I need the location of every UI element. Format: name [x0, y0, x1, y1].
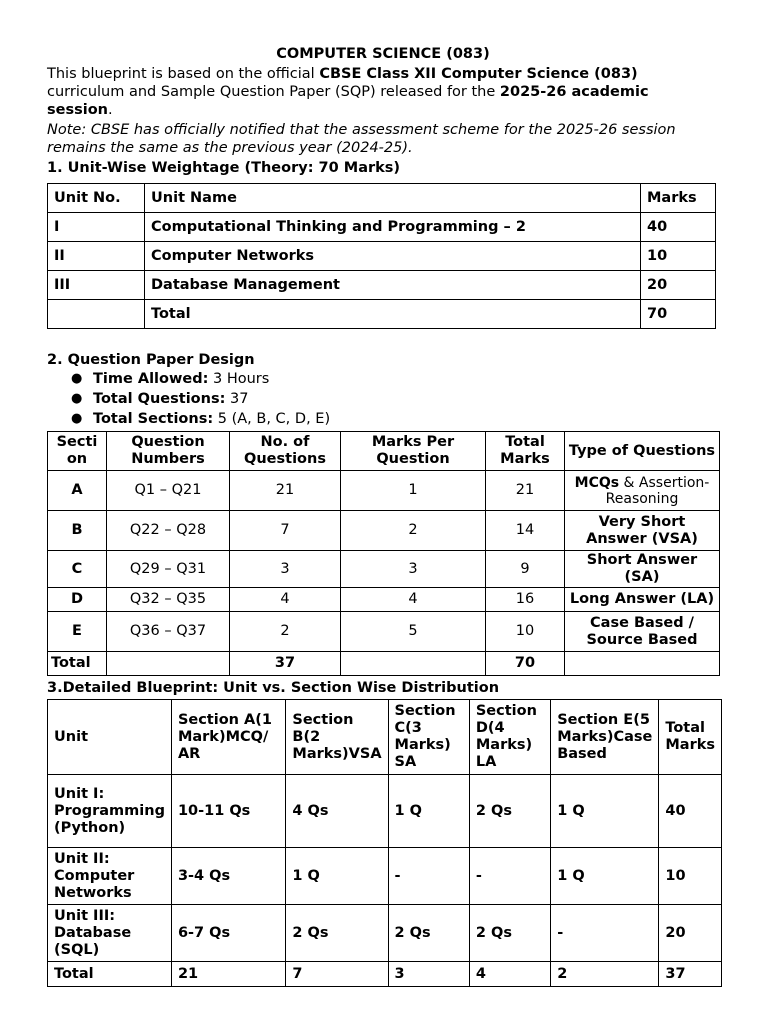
header-cell: Section D(4 Marks) LA — [469, 700, 550, 775]
question-numbers-cell: Q29 – Q31 — [107, 551, 230, 588]
table-row — [48, 848, 722, 905]
table-cell: 2 Qs — [469, 905, 550, 962]
marks-per-question-cell: 5 — [341, 612, 486, 652]
question-type-bold: Very Short Answer (VSA) — [586, 513, 698, 547]
table-cell: 1 Q — [286, 848, 388, 905]
total-marks-cell: 16 — [486, 588, 565, 612]
table-row — [48, 551, 720, 588]
intro-bold-1: CBSE Class XII Computer Science (083) — [319, 66, 638, 82]
header-cell: Question Numbers — [107, 432, 230, 471]
question-type-bold: Short Answer (SA) — [586, 552, 698, 585]
question-count-cell: 2 — [230, 612, 341, 652]
table-cell: 20 — [641, 271, 716, 300]
table-cell: 37 — [659, 962, 722, 987]
table-cell — [48, 300, 145, 329]
header-cell: Type of Questions — [565, 432, 720, 471]
question-type-cell — [565, 511, 720, 551]
table-row — [48, 271, 716, 300]
unit-cell: Unit III: Database (SQL) — [48, 905, 172, 962]
intro-text-1: This blueprint is based on the official — [47, 66, 320, 82]
table-row — [48, 775, 722, 848]
question-type-rest: & Assertion-Reasoning — [605, 474, 710, 507]
header-cell: Total Marks — [659, 700, 722, 775]
question-count-cell: 21 — [230, 471, 341, 511]
question-count-cell: 7 — [230, 511, 341, 551]
question-paper-table — [47, 431, 720, 676]
section3-heading: 3.Detailed Blueprint: Unit vs. Section Wise Distribution — [47, 680, 500, 696]
header-cell: Section C(3 Marks) SA — [388, 700, 469, 775]
intro-text-3: . — [107, 102, 113, 118]
table-row — [48, 905, 722, 962]
table-cell: Computer Networks — [145, 242, 641, 271]
bullet-label: Total Sections: — [93, 411, 214, 427]
table-row — [48, 213, 716, 242]
unit-cell: Unit I: Programming (Python) — [48, 775, 172, 848]
table-cell: 10-11 Qs — [171, 775, 285, 848]
total-count-cell: 37 — [230, 652, 341, 676]
section-cell: E — [48, 612, 107, 652]
total-marks-cell: 70 — [486, 652, 565, 676]
blueprint-table — [47, 699, 722, 987]
question-type-bold: Case Based / Source Based — [586, 614, 698, 648]
table-cell: Total — [145, 300, 641, 329]
question-type-cell — [565, 612, 720, 652]
unit-cell: Total — [48, 962, 172, 987]
header-cell: Secti on — [48, 432, 107, 471]
table-cell: 10 — [641, 242, 716, 271]
table-cell: 7 — [286, 962, 388, 987]
header-cell: Marks — [641, 184, 716, 213]
list-item — [71, 389, 719, 409]
total-marks-cell: 21 — [486, 471, 565, 511]
header-cell: Section B(2 Marks)VSA — [286, 700, 388, 775]
header-cell: Marks Per Question — [341, 432, 486, 471]
table-cell: 40 — [659, 775, 722, 848]
section-cell: B — [48, 511, 107, 551]
table-cell: 20 — [659, 905, 722, 962]
table-cell: 6-7 Qs — [171, 905, 285, 962]
question-count-cell: 4 — [230, 588, 341, 612]
section2-heading: 2. Question Paper Design — [47, 352, 255, 368]
table-total-row — [48, 652, 720, 676]
header-cell: No. of Questions — [230, 432, 341, 471]
table-cell: - — [388, 848, 469, 905]
unit-cell: Unit II: Computer Networks — [48, 848, 172, 905]
intro-bold-2: 2025-26 academic session — [47, 84, 649, 118]
question-type-bold: Long Answer (LA) — [569, 591, 715, 607]
question-numbers-cell: Q22 – Q28 — [107, 511, 230, 551]
table-header-row — [48, 700, 722, 775]
table-cell: III — [48, 271, 145, 300]
document-page — [47, 45, 719, 987]
table-total-row — [48, 962, 722, 987]
table-cell: 70 — [641, 300, 716, 329]
table-row — [48, 511, 720, 551]
table-row — [48, 471, 720, 511]
table-cell: 2 Qs — [469, 775, 550, 848]
total-marks-cell: 10 — [486, 612, 565, 652]
list-item — [71, 409, 719, 429]
table-cell: 2 Qs — [286, 905, 388, 962]
marks-per-question-cell: 1 — [341, 471, 486, 511]
table-cell: 4 Qs — [286, 775, 388, 848]
header-cell: Total Marks — [486, 432, 565, 471]
empty-cell — [341, 652, 486, 676]
section-cell: C — [48, 551, 107, 588]
header-cell: Section A(1 Mark)MCQ/ AR — [171, 700, 285, 775]
table-cell: 2 — [551, 962, 659, 987]
total-marks-cell: 14 — [486, 511, 565, 551]
table-cell: 40 — [641, 213, 716, 242]
header-cell: Unit Name — [145, 184, 641, 213]
header-cell: Unit — [48, 700, 172, 775]
marks-per-question-cell: 3 — [341, 551, 486, 588]
table-cell: 21 — [171, 962, 285, 987]
header-cell: Section E(5 Marks)Case Based — [551, 700, 659, 775]
table-cell: 10 — [659, 848, 722, 905]
unit-weightage-table — [47, 183, 716, 329]
note-paragraph: Note: CBSE has officially notified that the assessment scheme for the 2025-26 session remains the same as the previous year (2024-25). — [47, 122, 676, 156]
question-type-cell — [565, 551, 720, 588]
table-cell: II — [48, 242, 145, 271]
table-header-row — [48, 432, 720, 471]
section-cell: D — [48, 588, 107, 612]
question-type-bold: MCQs — [574, 474, 620, 491]
intro-text-2: curriculum and Sample Question Paper (SQP) released for the — [47, 84, 500, 100]
bullet-value: 3 Hours — [208, 371, 270, 387]
table-cell: 4 — [469, 962, 550, 987]
list-item — [71, 369, 719, 389]
bullet-value: 37 — [225, 391, 249, 407]
table-cell: Computational Thinking and Programming – 2 — [145, 213, 641, 242]
bullet-label: Time Allowed: — [93, 371, 209, 387]
intro-paragraph — [47, 65, 719, 119]
empty-cell — [107, 652, 230, 676]
table-row — [48, 588, 720, 612]
section1-heading: 1. Unit-Wise Weightage (Theory: 70 Marks) — [47, 160, 401, 176]
table-cell: 1 Q — [551, 848, 659, 905]
table-cell: 1 Q — [551, 775, 659, 848]
table-cell: Database Management — [145, 271, 641, 300]
section-cell: A — [48, 471, 107, 511]
bullet-value: 5 (A, B, C, D, E) — [213, 411, 331, 427]
header-cell: Unit No. — [48, 184, 145, 213]
table-cell: I — [48, 213, 145, 242]
table-header-row — [48, 184, 716, 213]
question-numbers-cell: Q36 – Q37 — [107, 612, 230, 652]
bullet-label: Total Questions: — [93, 391, 226, 407]
total-marks-cell: 9 — [486, 551, 565, 588]
paper-design-list — [47, 369, 719, 429]
table-cell: 2 Qs — [388, 905, 469, 962]
question-type-cell — [565, 588, 720, 612]
page-title: COMPUTER SCIENCE (083) — [276, 46, 490, 62]
total-label-cell: Total — [48, 652, 107, 676]
question-numbers-cell: Q1 – Q21 — [107, 471, 230, 511]
table-cell: - — [551, 905, 659, 962]
question-type-cell — [565, 471, 720, 511]
table-total-row — [48, 300, 716, 329]
empty-cell — [565, 652, 720, 676]
question-count-cell: 3 — [230, 551, 341, 588]
table-cell: 3-4 Qs — [171, 848, 285, 905]
question-numbers-cell: Q32 – Q35 — [107, 588, 230, 612]
marks-per-question-cell: 2 — [341, 511, 486, 551]
table-cell: 3 — [388, 962, 469, 987]
table-row — [48, 242, 716, 271]
table-row — [48, 612, 720, 652]
marks-per-question-cell: 4 — [341, 588, 486, 612]
table-cell: - — [469, 848, 550, 905]
table-cell: 1 Q — [388, 775, 469, 848]
